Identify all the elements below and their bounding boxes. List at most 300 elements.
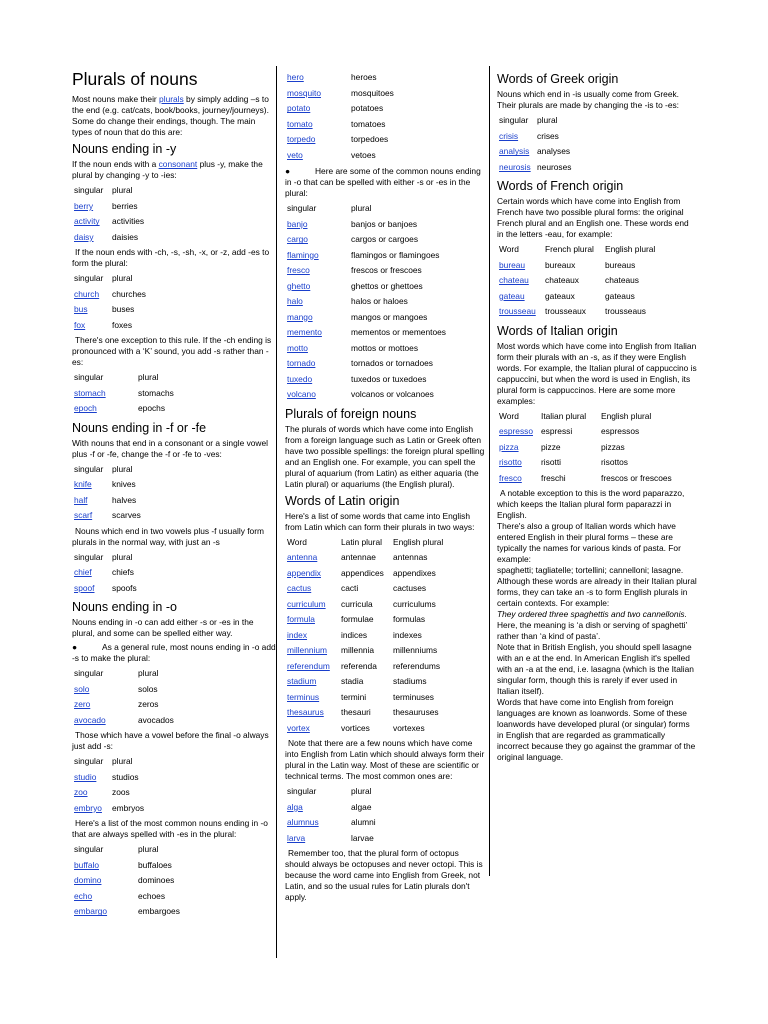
word-link[interactable]: index [287, 629, 308, 640]
italian-paragraph: Most words which have come into English from Italian form their plurals with an -s, as if they were English words. For example, the Italian plural of cappuccino is cappuccini, but when the word is used in English, its plural form is cappuccinos. Here are some more examples: [497, 340, 697, 406]
table-cell: flamingos or flamingoes [351, 249, 440, 260]
table-cell: torpedoes [351, 134, 389, 145]
table-row [499, 144, 697, 160]
table-cell: alumni [351, 817, 376, 828]
pasta-list: spaghetti; tagliatelle; tortellini; cannelloni; lasagne. [497, 565, 684, 575]
table-cell: stomachs [138, 387, 174, 398]
word-link[interactable]: potato [287, 103, 311, 114]
table-row [287, 831, 485, 847]
word-link[interactable]: cargo [287, 234, 308, 245]
table-cell: referenda [341, 660, 377, 671]
word-link[interactable]: solo [74, 683, 90, 694]
o-paragraph: Nouns ending in -o can add either -s or -es in the plural, and some can be spelled either way. [72, 617, 254, 638]
word-link[interactable]: alga [287, 801, 303, 812]
word-link[interactable]: spoof [74, 582, 95, 593]
word-link[interactable]: ghetto [287, 280, 311, 291]
table-row [499, 455, 697, 471]
table-header-row [74, 666, 276, 682]
table-cell: ghettos or ghettoes [351, 280, 423, 291]
column-header: plural [138, 844, 159, 855]
column-header: plural [112, 756, 133, 767]
table-cell: thesauruses [393, 707, 439, 718]
column-header: singular [74, 463, 104, 474]
table-french [499, 242, 697, 320]
table-header-row [74, 271, 276, 287]
table-exception [74, 370, 276, 417]
table-row [74, 858, 276, 874]
table-cell: curricula [341, 598, 373, 609]
column-header: singular [74, 273, 104, 284]
either-bullet [285, 166, 485, 199]
f2-paragraph: Nouns which end in two vowels plus -f usually form plurals in the normal way, with just an -s [72, 525, 264, 547]
table-row [287, 148, 485, 164]
table-row [287, 566, 485, 582]
table-cell: cargos or cargoes [351, 234, 419, 245]
word-link[interactable]: chief [74, 567, 92, 578]
column-header: singular [74, 551, 104, 562]
word-link[interactable]: berry [74, 200, 94, 211]
table-row [287, 101, 485, 117]
table-cell: spoofs [112, 582, 137, 593]
f-paragraph: With nouns that end in a consonant or a single vowel plus -f or -fe, change the -f or -fe to -ves: [72, 437, 269, 459]
table-o3 [74, 842, 276, 920]
table-cell: trousseaux [545, 306, 586, 317]
table-row [74, 230, 276, 246]
table-cell: terminuses [393, 691, 434, 702]
table-cell: larvae [351, 832, 374, 843]
word-link[interactable]: analysis [499, 146, 530, 157]
word-link[interactable]: knife [74, 479, 92, 490]
column-header: plural [138, 372, 159, 383]
table-row [74, 287, 276, 303]
table-row [74, 508, 276, 524]
table-row [287, 248, 485, 264]
word-link[interactable]: stomach [74, 387, 106, 398]
word-link[interactable]: formula [287, 614, 315, 625]
table-cell: pizzas [601, 441, 625, 452]
table-header-row [74, 550, 276, 566]
column-header: English plural [393, 536, 444, 547]
table-cell: volcanos or volcanoes [351, 389, 434, 400]
word-link[interactable]: mango [287, 311, 313, 322]
word-link[interactable]: vortex [287, 722, 310, 733]
table-cell: epochs [138, 403, 166, 414]
column-header: Word [287, 536, 307, 547]
table-cell: stadia [341, 676, 364, 687]
column-header: singular [74, 372, 104, 383]
column-header: plural [112, 551, 133, 562]
table-row [287, 325, 485, 341]
table-cell: daisies [112, 231, 139, 242]
table-cell: foxes [112, 319, 133, 330]
heading-greek: Words of Greek origin [497, 72, 619, 86]
column-header: singular [287, 203, 317, 214]
table-row [287, 581, 485, 597]
o2-paragraph: Those which have a vowel before the final -o always just add -s: [72, 730, 269, 751]
table-cell: chateaus [605, 275, 639, 286]
table-cell: berries [112, 200, 138, 211]
column-header: Italian plural [541, 410, 587, 421]
table-row [74, 904, 276, 920]
table-row [499, 258, 697, 274]
table-either [287, 201, 485, 403]
word-link[interactable]: half [74, 494, 88, 505]
latin-paragraph: Here's a list of some words that came into English from Latin which can form their plurals in two ways: [285, 510, 475, 532]
word-link[interactable]: echo [74, 890, 93, 901]
table-cell: bureaus [605, 259, 636, 270]
table-row [287, 70, 485, 86]
table-cell: termini [341, 691, 367, 702]
table-cell: cacti [341, 583, 359, 594]
column-header: Word [499, 410, 519, 421]
table-cell: buses [112, 304, 135, 315]
column-divider-right [489, 66, 490, 876]
table-header-row [74, 370, 276, 386]
table-cell: mottos or mottoes [351, 342, 419, 353]
table-header-row [74, 842, 276, 858]
word-link[interactable]: thesaurus [287, 707, 324, 718]
column-header: plural [351, 203, 372, 214]
table-row [74, 785, 276, 801]
table-header-row [74, 183, 276, 199]
word-link[interactable]: church [74, 288, 100, 299]
table-header-row [287, 535, 485, 551]
word-link[interactable]: halo [287, 296, 303, 307]
table-cell: frescos or frescoes [351, 265, 422, 276]
word-link[interactable]: mosquito [287, 87, 321, 98]
table-cell: halos or haloes [351, 296, 408, 307]
table-row [287, 628, 485, 644]
column-header: singular [287, 786, 317, 797]
bullet-dot: ● [72, 642, 78, 652]
word-link[interactable]: chateau [499, 275, 529, 286]
word-link[interactable]: avocado [74, 714, 106, 725]
y-text-a: If the noun ends with a [72, 159, 159, 169]
o-bullet [72, 642, 276, 664]
word-link[interactable]: appendix [287, 567, 321, 578]
table-cell: formulae [341, 614, 374, 625]
table-row [74, 318, 276, 334]
table-row [287, 597, 485, 613]
word-link[interactable]: embryo [74, 802, 102, 813]
word-link[interactable]: neurosis [499, 161, 531, 172]
column-3 [497, 68, 697, 763]
column-header: singular [74, 668, 104, 679]
table-row [287, 294, 485, 310]
table-row [287, 341, 485, 357]
table-cell: scarves [112, 510, 141, 521]
ch-paragraph: If the noun ends with -ch, -s, -sh, -x, or -z, add -es to form the plural: [72, 247, 270, 268]
table-cell: indices [341, 629, 368, 640]
table-row [499, 273, 697, 289]
table-header-row [287, 201, 485, 217]
example-sentence-text: They ordered three spaghettis and two cannellonis. [497, 609, 687, 619]
table-cell: crises [537, 130, 559, 141]
table-row [74, 581, 276, 597]
link-plurals[interactable]: plurals [159, 94, 184, 104]
word-link[interactable]: tornado [287, 358, 316, 369]
table-row [287, 232, 485, 248]
table-cell: dominoes [138, 875, 175, 886]
table-cell: churches [112, 288, 146, 299]
column-header: French plural [545, 244, 594, 255]
table-cell: mosquitoes [351, 87, 394, 98]
table-o3-continued [287, 70, 485, 163]
word-link[interactable]: bureau [499, 259, 526, 270]
table-cell: antennae [341, 552, 376, 563]
word-link[interactable]: tomato [287, 118, 313, 129]
table-row [499, 440, 697, 456]
paparazzo-paragraph: A notable exception to this is the word paparazzo, which keeps the Italian plural form paparazzi in English. [497, 488, 685, 520]
table-cell: vetoes [351, 149, 376, 160]
table-cell: solos [138, 683, 158, 694]
word-link[interactable]: pizza [499, 441, 519, 452]
table-row [74, 386, 276, 402]
table-italian [499, 409, 697, 487]
table-cell: zeros [138, 699, 159, 710]
table-header-row [499, 409, 697, 425]
table-row [74, 801, 276, 817]
word-link[interactable]: fox [74, 319, 86, 330]
column-header: singular [499, 115, 529, 126]
meaning-paragraph: Here, the meaning is ‘a dish or serving of spaghetti’ rather than ‘a kind of pasta’. [497, 620, 688, 641]
table-header-row [74, 462, 276, 478]
table-cell: vortices [341, 722, 370, 733]
table-cell: chiefs [112, 567, 134, 578]
word-link[interactable]: memento [287, 327, 322, 338]
heading-nouns-f: Nouns ending in -f or -fe [72, 420, 207, 435]
column-divider-left [276, 66, 277, 958]
heading-french: Words of French origin [497, 179, 624, 193]
word-link[interactable]: motto [287, 342, 308, 353]
table-row [499, 129, 697, 145]
word-link[interactable]: veto [287, 149, 303, 160]
table-row [74, 889, 276, 905]
table-row [499, 424, 697, 440]
word-link[interactable]: fresco [287, 265, 310, 276]
word-link[interactable]: terminus [287, 691, 320, 702]
link-consonant[interactable]: consonant [158, 159, 198, 169]
word-link[interactable]: scarf [74, 510, 93, 521]
foreign-paragraph: The plurals of words which have come into English from a foreign language such as Latin or Greek often have two possible spellings: the foreign plural spelling and an English one. For example, you can spell the plural of aquarium (from Latin) as either aquaria (the Latin plural) or aquariums (the English plural). [285, 423, 485, 489]
word-link[interactable]: domino [74, 875, 102, 886]
table-cell: buffaloes [138, 859, 172, 870]
word-link[interactable]: alumnus [287, 817, 319, 828]
word-link[interactable]: cactus [287, 583, 312, 594]
word-link[interactable]: activity [74, 216, 100, 227]
column-1 [72, 68, 276, 922]
word-link[interactable]: zoo [74, 787, 88, 798]
column-header: plural [112, 185, 133, 196]
column-header: Word [499, 244, 519, 255]
column-header: singular [74, 756, 104, 767]
table-row [287, 612, 485, 628]
word-link[interactable]: zero [74, 699, 91, 710]
table-latin [287, 535, 485, 737]
either-bullet-text: Here are some of the common nouns ending in -o that can be spelled with either -s or -es in the plural: [285, 166, 481, 198]
table-cell: espressos [601, 426, 640, 437]
table-cell: studios [112, 771, 139, 782]
greek-paragraph: Nouns which end in -is usually come from Greek. Their plurals are made by changing the -is to -es: [497, 89, 680, 110]
table-row [74, 302, 276, 318]
table-row [74, 199, 276, 215]
o3-paragraph: Here's a list of the most common nouns ending in -o that are always spelled with -es in the plural: [72, 818, 268, 839]
table-cell: thesauri [341, 707, 371, 718]
table-row [287, 310, 485, 326]
column-header: singular [74, 185, 104, 196]
table-cell: tornados or tornadoes [351, 358, 433, 369]
table-cell: millennia [341, 645, 375, 656]
table-row [287, 690, 485, 706]
column-header: plural [112, 273, 133, 284]
word-link[interactable]: espresso [499, 426, 533, 437]
table-cell: mementos or mementoes [351, 327, 446, 338]
french-paragraph: Certain words which have come into English from French have two possible plural forms: the original French plural and an English one. These words end in the letters -eau, for example: [497, 196, 689, 239]
table-cell: formulas [393, 614, 426, 625]
table-cell: potatoes [351, 103, 384, 114]
table-cell: gateaus [605, 290, 635, 301]
table-cell: halves [112, 494, 137, 505]
word-link[interactable]: torpedo [287, 134, 316, 145]
word-link[interactable]: buffalo [74, 859, 99, 870]
word-link[interactable]: volcano [287, 389, 316, 400]
table-cell: tomatoes [351, 118, 386, 129]
word-link[interactable]: larva [287, 832, 306, 843]
table-latin-only [287, 784, 485, 846]
table-greek [499, 113, 697, 175]
table-row [74, 565, 276, 581]
word-link[interactable]: tuxedo [287, 373, 313, 384]
table-cell: espressi [541, 426, 573, 437]
table-row [287, 132, 485, 148]
table-row [287, 815, 485, 831]
word-link[interactable]: gateau [499, 290, 525, 301]
heading-latin: Words of Latin origin [285, 493, 400, 508]
table-row [287, 217, 485, 233]
word-link[interactable]: hero [287, 72, 304, 83]
table-row [287, 674, 485, 690]
table-cell: activities [112, 216, 145, 227]
word-link[interactable]: epoch [74, 403, 97, 414]
table-cell: appendices [341, 567, 384, 578]
table-cell: heroes [351, 72, 377, 83]
word-link[interactable]: millennium [287, 645, 328, 656]
table-cell: knives [112, 479, 136, 490]
table-cell: indexes [393, 629, 422, 640]
column-header: English plural [601, 410, 652, 421]
heading-nouns-o: Nouns ending in -o [72, 600, 177, 614]
table-row [287, 372, 485, 388]
table-cell: appendixes [393, 567, 436, 578]
intro-paragraph [72, 94, 276, 138]
table-header-row [287, 784, 485, 800]
bullet-dot: ● [285, 166, 291, 176]
table-row [74, 477, 276, 493]
table-o [74, 666, 276, 728]
table-header-row [499, 242, 697, 258]
table-cell: vortexes [393, 722, 425, 733]
table-cell: pizze [541, 441, 561, 452]
table-row [287, 800, 485, 816]
table-row [287, 387, 485, 403]
table-f2 [74, 550, 276, 597]
exception-paragraph: There's one exception to this rule. If the -ch ending is pronounced with a ‘K’ sound, you add -s rather than -es: [72, 335, 272, 367]
y-paragraph [72, 159, 276, 181]
table-row [74, 682, 276, 698]
table-cell: risottos [601, 457, 628, 468]
column-header: singular [74, 844, 104, 855]
word-link[interactable]: flamingo [287, 249, 319, 260]
heading-italian: Words of Italian origin [497, 323, 618, 338]
word-link[interactable]: crisis [499, 130, 519, 141]
word-link[interactable]: studio [74, 771, 97, 782]
y-text-b: plus -y, make the plural by changing -y to -ies: [72, 159, 263, 180]
word-link[interactable]: fresco [499, 472, 522, 483]
o-bullet-text: As a general rule, most nouns ending in -o add -s to make the plural: [72, 642, 276, 663]
table-row [287, 643, 485, 659]
table-row [499, 160, 697, 176]
word-link[interactable]: trousseau [499, 306, 536, 317]
table-cell: analyses [537, 146, 571, 157]
heading-nouns-y: Nouns ending in -y [72, 142, 177, 156]
word-link[interactable]: daisy [74, 231, 94, 242]
table-cell: freschi [541, 472, 566, 483]
table-cell: risotti [541, 457, 562, 468]
table-y [74, 183, 276, 245]
table-row [499, 304, 697, 320]
intro-text-b: by simply adding –s to the end (e.g. cat/cats, book/books, journey/journeys). Some do change their endings, though. The main types of noun that do this are: [72, 94, 269, 137]
table-cell: tuxedos or tuxedoes [351, 373, 427, 384]
word-link[interactable]: banjo [287, 218, 308, 229]
word-link[interactable]: antenna [287, 552, 318, 563]
word-link[interactable]: referendum [287, 660, 330, 671]
column-header: plural [351, 786, 372, 797]
table-cell: frescos or frescoes [601, 472, 672, 483]
table-row [74, 493, 276, 509]
table-cell: banjos or banjoes [351, 218, 418, 229]
table-cell: bureaux [545, 259, 576, 270]
table-cell: gateaux [545, 290, 575, 301]
table-cell: cactuses [393, 583, 427, 594]
table-row [74, 873, 276, 889]
word-link[interactable]: risotto [499, 457, 522, 468]
table-cell: avocados [138, 714, 174, 725]
table-row [287, 659, 485, 675]
table-header-row [74, 754, 276, 770]
table-row [287, 721, 485, 737]
table-row [74, 770, 276, 786]
column-header: plural [112, 463, 133, 474]
table-cell: embryos [112, 802, 145, 813]
table-row [287, 279, 485, 295]
table-row [287, 86, 485, 102]
table-cell: trousseaus [605, 306, 646, 317]
word-link[interactable]: embargo [74, 906, 108, 917]
plural-context-paragraph: Although these words are already in their Italian plural forms, they can take an -s to form English plurals in certain contexts. For example: [497, 576, 697, 608]
column-header: plural [537, 115, 558, 126]
word-link[interactable]: bus [74, 304, 88, 315]
word-link[interactable]: stadium [287, 676, 317, 687]
word-link[interactable]: curriculum [287, 598, 326, 609]
table-row [74, 697, 276, 713]
lasagne-paragraph: Note that in British English, you should spell lasagne with an e at the end. In American English it's spelled with an -a at the end, i.e. lasagna (which is the Italian singular form, though this is rarely if ever used in Italian itself). [497, 642, 694, 696]
table-f [74, 462, 276, 524]
example-sentence [497, 609, 697, 620]
table-cell: echoes [138, 890, 166, 901]
table-cell: antennas [393, 552, 428, 563]
table-cell: zoos [112, 787, 130, 798]
pasta-paragraph: There's also a group of Italian words which have entered English in their plural forms – these are typically the names for various kinds of pasta. For example: [497, 521, 681, 564]
